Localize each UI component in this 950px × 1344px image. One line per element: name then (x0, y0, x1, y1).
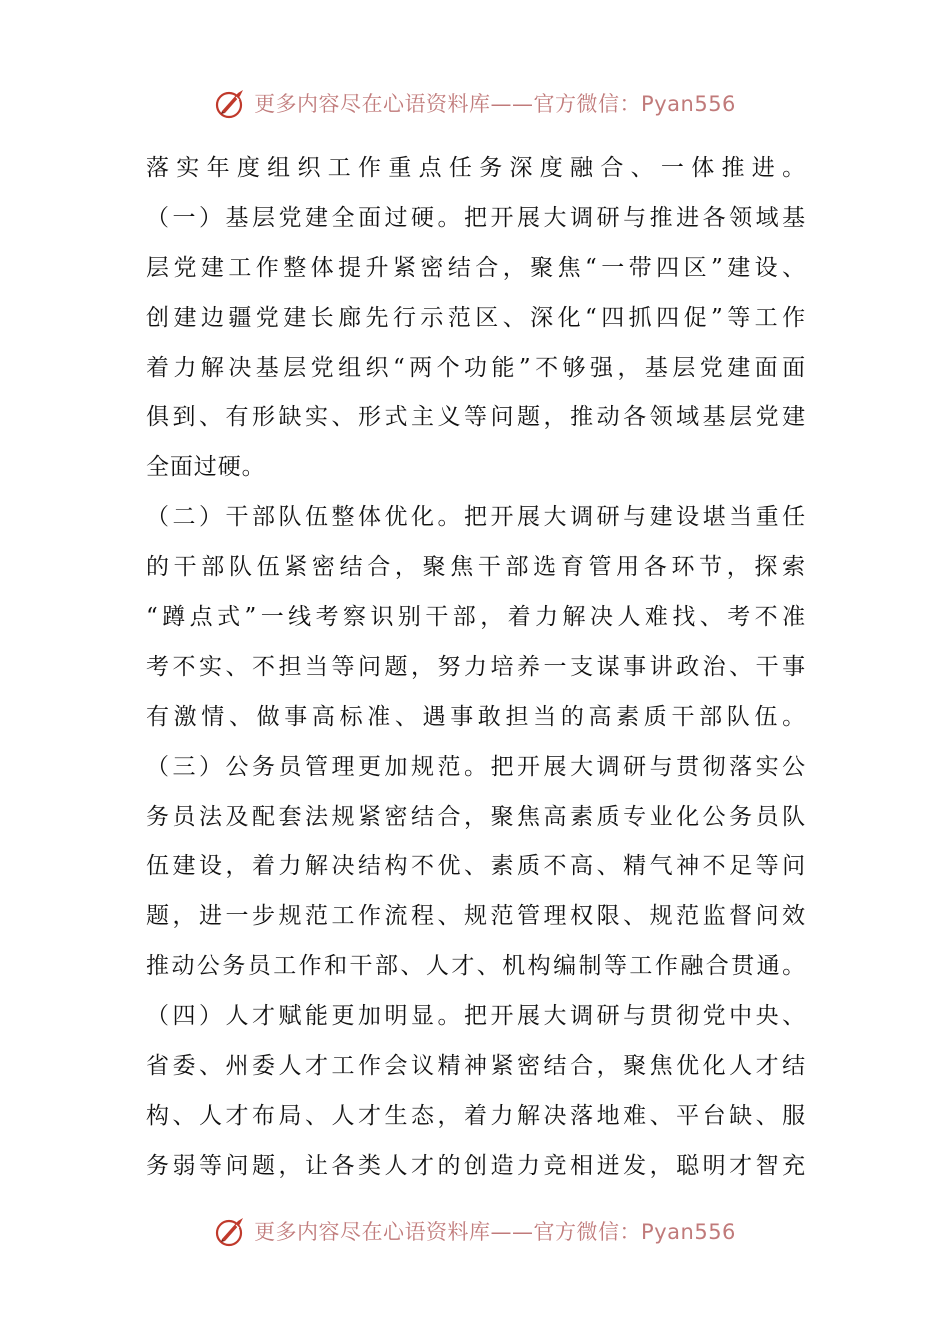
footer-banner-text: 更多内容尽在心语资料库——官方微信：Pyan556 (254, 1220, 736, 1244)
body-line: 推动公务员工作和干部、人才、机构编制等工作融合贯通。 (146, 953, 806, 980)
pen-logo-icon (214, 1214, 248, 1248)
body-line: 省委、州委人才工作会议精神紧密结合，聚焦优化人才结 (146, 1053, 806, 1080)
body-line: 创建边疆党建长廊先行示范区、深化“四抓四促”等工作 (146, 304, 806, 331)
body-line: 务弱等问题，让各类人才的创造力竞相迸发，聪明才智充 (146, 1152, 806, 1179)
header-banner-text: 更多内容尽在心语资料库——官方微信：Pyan556 (254, 92, 736, 116)
body-line: （二）干部队伍整体优化。把开展大调研与建设堪当重任 (146, 504, 806, 531)
body-line: 构、人才布局、人才生态，着力解决落地难、平台缺、服 (146, 1102, 806, 1129)
header-banner (0, 83, 950, 123)
body-line: （一）基层党建全面过硬。把开展大调研与推进各领域基 (146, 204, 806, 231)
body-line: 考不实、不担当等问题，努力培养一支谋事讲政治、干事 (146, 653, 806, 680)
body-line: 层党建工作整体提升紧密结合，聚焦“一带四区”建设、 (146, 254, 806, 281)
body-line: 着力解决基层党组织“两个功能”不够强，基层党建面面 (146, 354, 806, 381)
body-line: 全面过硬。 (146, 454, 266, 481)
body-line: 的干部队伍紧密结合，聚焦干部选育管用各环节，探索 (146, 554, 806, 581)
body-line: 务员法及配套法规紧密结合，聚焦高素质专业化公务员队 (146, 803, 806, 830)
pen-logo-icon (214, 86, 248, 120)
body-line: （三）公务员管理更加规范。把开展大调研与贯彻落实公 (146, 753, 806, 780)
body-line: 有激情、做事高标准、遇事敢担当的高素质干部队伍。 (146, 703, 806, 730)
body-line: “蹲点式”一线考察识别干部，着力解决人难找、考不准 (146, 604, 806, 631)
body-line: 题，进一步规范工作流程、规范管理权限、规范监督问效 (146, 903, 806, 930)
body-line: 落实年度组织工作重点任务深度融合、一体推进。 (146, 155, 806, 181)
footer-banner (0, 1211, 950, 1251)
body-line: （四）人才赋能更加明显。把开展大调研与贯彻党中央、 (146, 1003, 806, 1030)
body-line: 伍建设，着力解决结构不优、素质不高、精气神不足等问 (146, 853, 806, 880)
body-line: 俱到、有形缺实、形式主义等问题，推动各领域基层党建 (146, 404, 806, 431)
document-body (146, 144, 806, 1192)
